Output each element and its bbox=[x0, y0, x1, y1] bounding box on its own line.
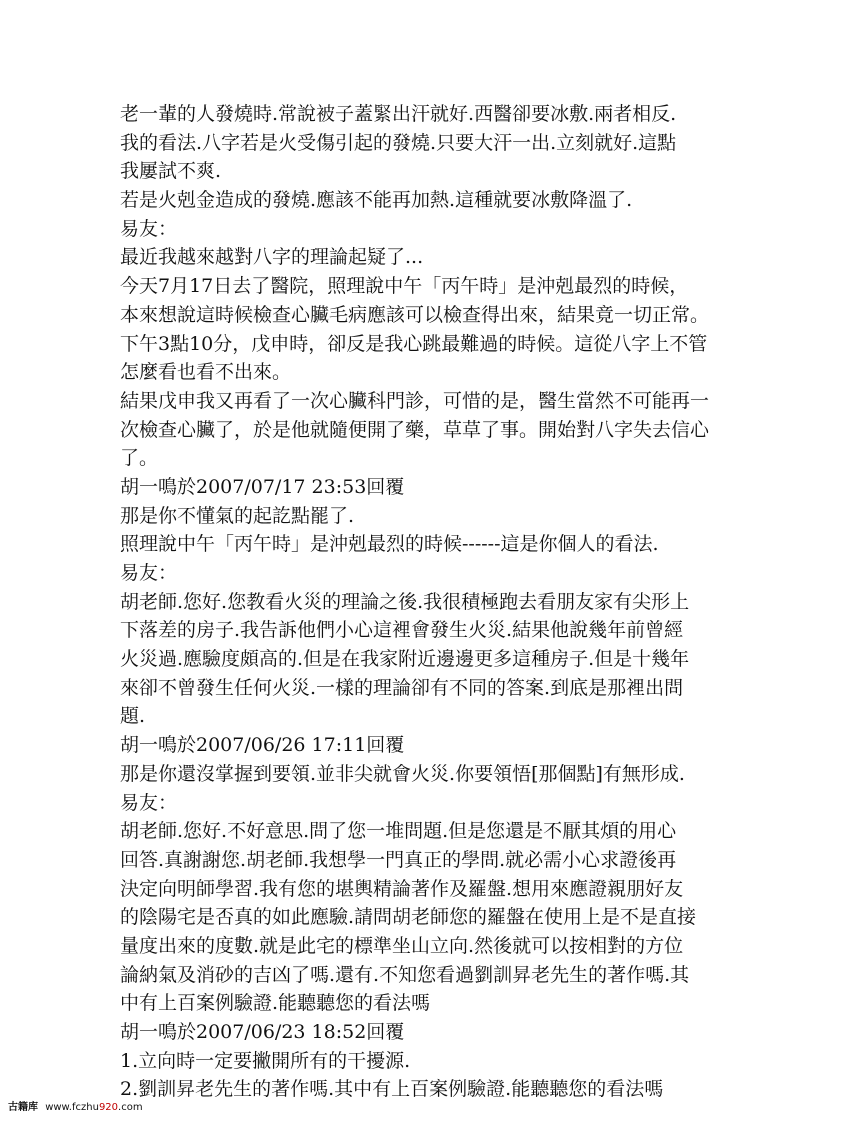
text-line: 題. bbox=[120, 705, 146, 728]
text-line: 易友： bbox=[120, 562, 178, 584]
text-line: 胡一鳴於2007/06/26 17:11回覆 bbox=[120, 734, 405, 757]
text-line: 最近我越來越對八字的理論起疑了... bbox=[120, 246, 424, 269]
text-line: 照理說中午「丙午時」是沖剋最烈的時候------這是你個人的看法. bbox=[120, 533, 659, 556]
text-line: 中有上百案例驗證.能聽聽您的看法嗎 bbox=[120, 992, 431, 1015]
text-line: 1.立向時一定要撇開所有的干擾源. bbox=[120, 1049, 411, 1072]
footer-url-prefix: www.fczhu bbox=[45, 1102, 99, 1113]
text-line: 的陰陽宅是否真的如此應驗.請問胡老師您的羅盤在使用上是不是直接 bbox=[120, 906, 697, 929]
text-line: 決定向明師學習.我有您的堪輿精論著作及羅盤.想用來應證親朋好友 bbox=[120, 877, 684, 900]
text-line: 我屢試不爽. bbox=[120, 160, 222, 183]
text-line: 胡老師.您好.您教看火災的理論之後.我很積極跑去看朋友家有尖形上 bbox=[120, 590, 690, 613]
text-line: 下午3點10分，戊申時，卻反是我心跳最難過的時候。這從八字上不管 bbox=[120, 332, 708, 355]
page-footer bbox=[8, 1098, 143, 1113]
footer-url-highlight: 920 bbox=[98, 1102, 119, 1113]
text-line: 怎麼看也看不出來。 bbox=[120, 361, 292, 384]
text-line: 那是你還沒掌握到要領.並非尖就會火災.你要領悟[那個點]有無形成. bbox=[120, 762, 685, 785]
text-line: 2.劉訓昇老先生的著作嗎.其中有上百案例驗證.能聽聽您的看法嗎 bbox=[120, 1078, 664, 1101]
text-line: 量度出來的度數.就是此宅的標準坐山立向.然後就可以按相對的方位 bbox=[120, 934, 684, 957]
text-line: 那是你不懂氣的起訖點罷了. bbox=[120, 504, 355, 527]
text-line: 下落差的房子.我告訴他們小心這裡會發生火災.結果他說幾年前曾經 bbox=[120, 619, 684, 642]
text-line: 易友： bbox=[120, 791, 178, 814]
text-line: 我的看法.八字若是火受傷引起的發燒.只要大汗一出.立刻就好.這點 bbox=[120, 131, 677, 154]
text-line: 今天7月17日去了醫院，照理說中午「丙午時」是沖剋最烈的時候， bbox=[120, 275, 689, 298]
text-line: 老一輩的人發燒時.常說被子蓋緊出汗就好.西醫卻要冰敷.兩者相反. bbox=[120, 103, 677, 125]
footer-site-name: 古籍库 bbox=[8, 1102, 38, 1113]
text-line: 了。 bbox=[120, 447, 159, 470]
text-line: 本來想說這時候檢查心臟毛病應該可以檢查得出來，結果竟一切正常。 bbox=[120, 303, 710, 326]
text-line: 胡一鳴於2007/06/23 18:52回覆 bbox=[120, 1021, 405, 1043]
text-line: 回答.真謝謝您.胡老師.我想學一門真正的學問.就必需小心求證後再 bbox=[120, 848, 677, 871]
footer-url[interactable] bbox=[45, 1102, 142, 1113]
text-line: 胡老師.您好.不好意思.問了您一堆問題.但是您還是不厭其煩的用心 bbox=[120, 820, 677, 843]
text-line: 易友： bbox=[120, 217, 178, 240]
footer-url-suffix: .com bbox=[118, 1102, 143, 1113]
text-line: 次檢查心臟了，於是他就隨便開了藥，草草了事。開始對八字失去信心 bbox=[120, 418, 710, 441]
text-line: 論納氣及消砂的吉凶了嗎.還有.不知您看過劉訓昇老先生的著作嗎.其 bbox=[120, 963, 690, 986]
text-line: 胡一鳴於2007/07/17 23:53回覆 bbox=[120, 475, 405, 498]
text-line: 若是火剋金造成的發燒.應該不能再加熱.這種就要冰敷降溫了. bbox=[120, 189, 633, 212]
document-body bbox=[120, 100, 760, 1104]
text-line: 結果戊申我又再看了一次心臟科門診，可惜的是，醫生當然不可能再一 bbox=[120, 389, 710, 412]
text-line: 火災過.應驗度頗高的.但是在我家附近邊邊更多這種房子.但是十幾年 bbox=[120, 648, 690, 671]
text-line: 來卻不曾發生任何火災.一樣的理論卻有不同的答案.到底是那裡出問 bbox=[120, 676, 684, 699]
